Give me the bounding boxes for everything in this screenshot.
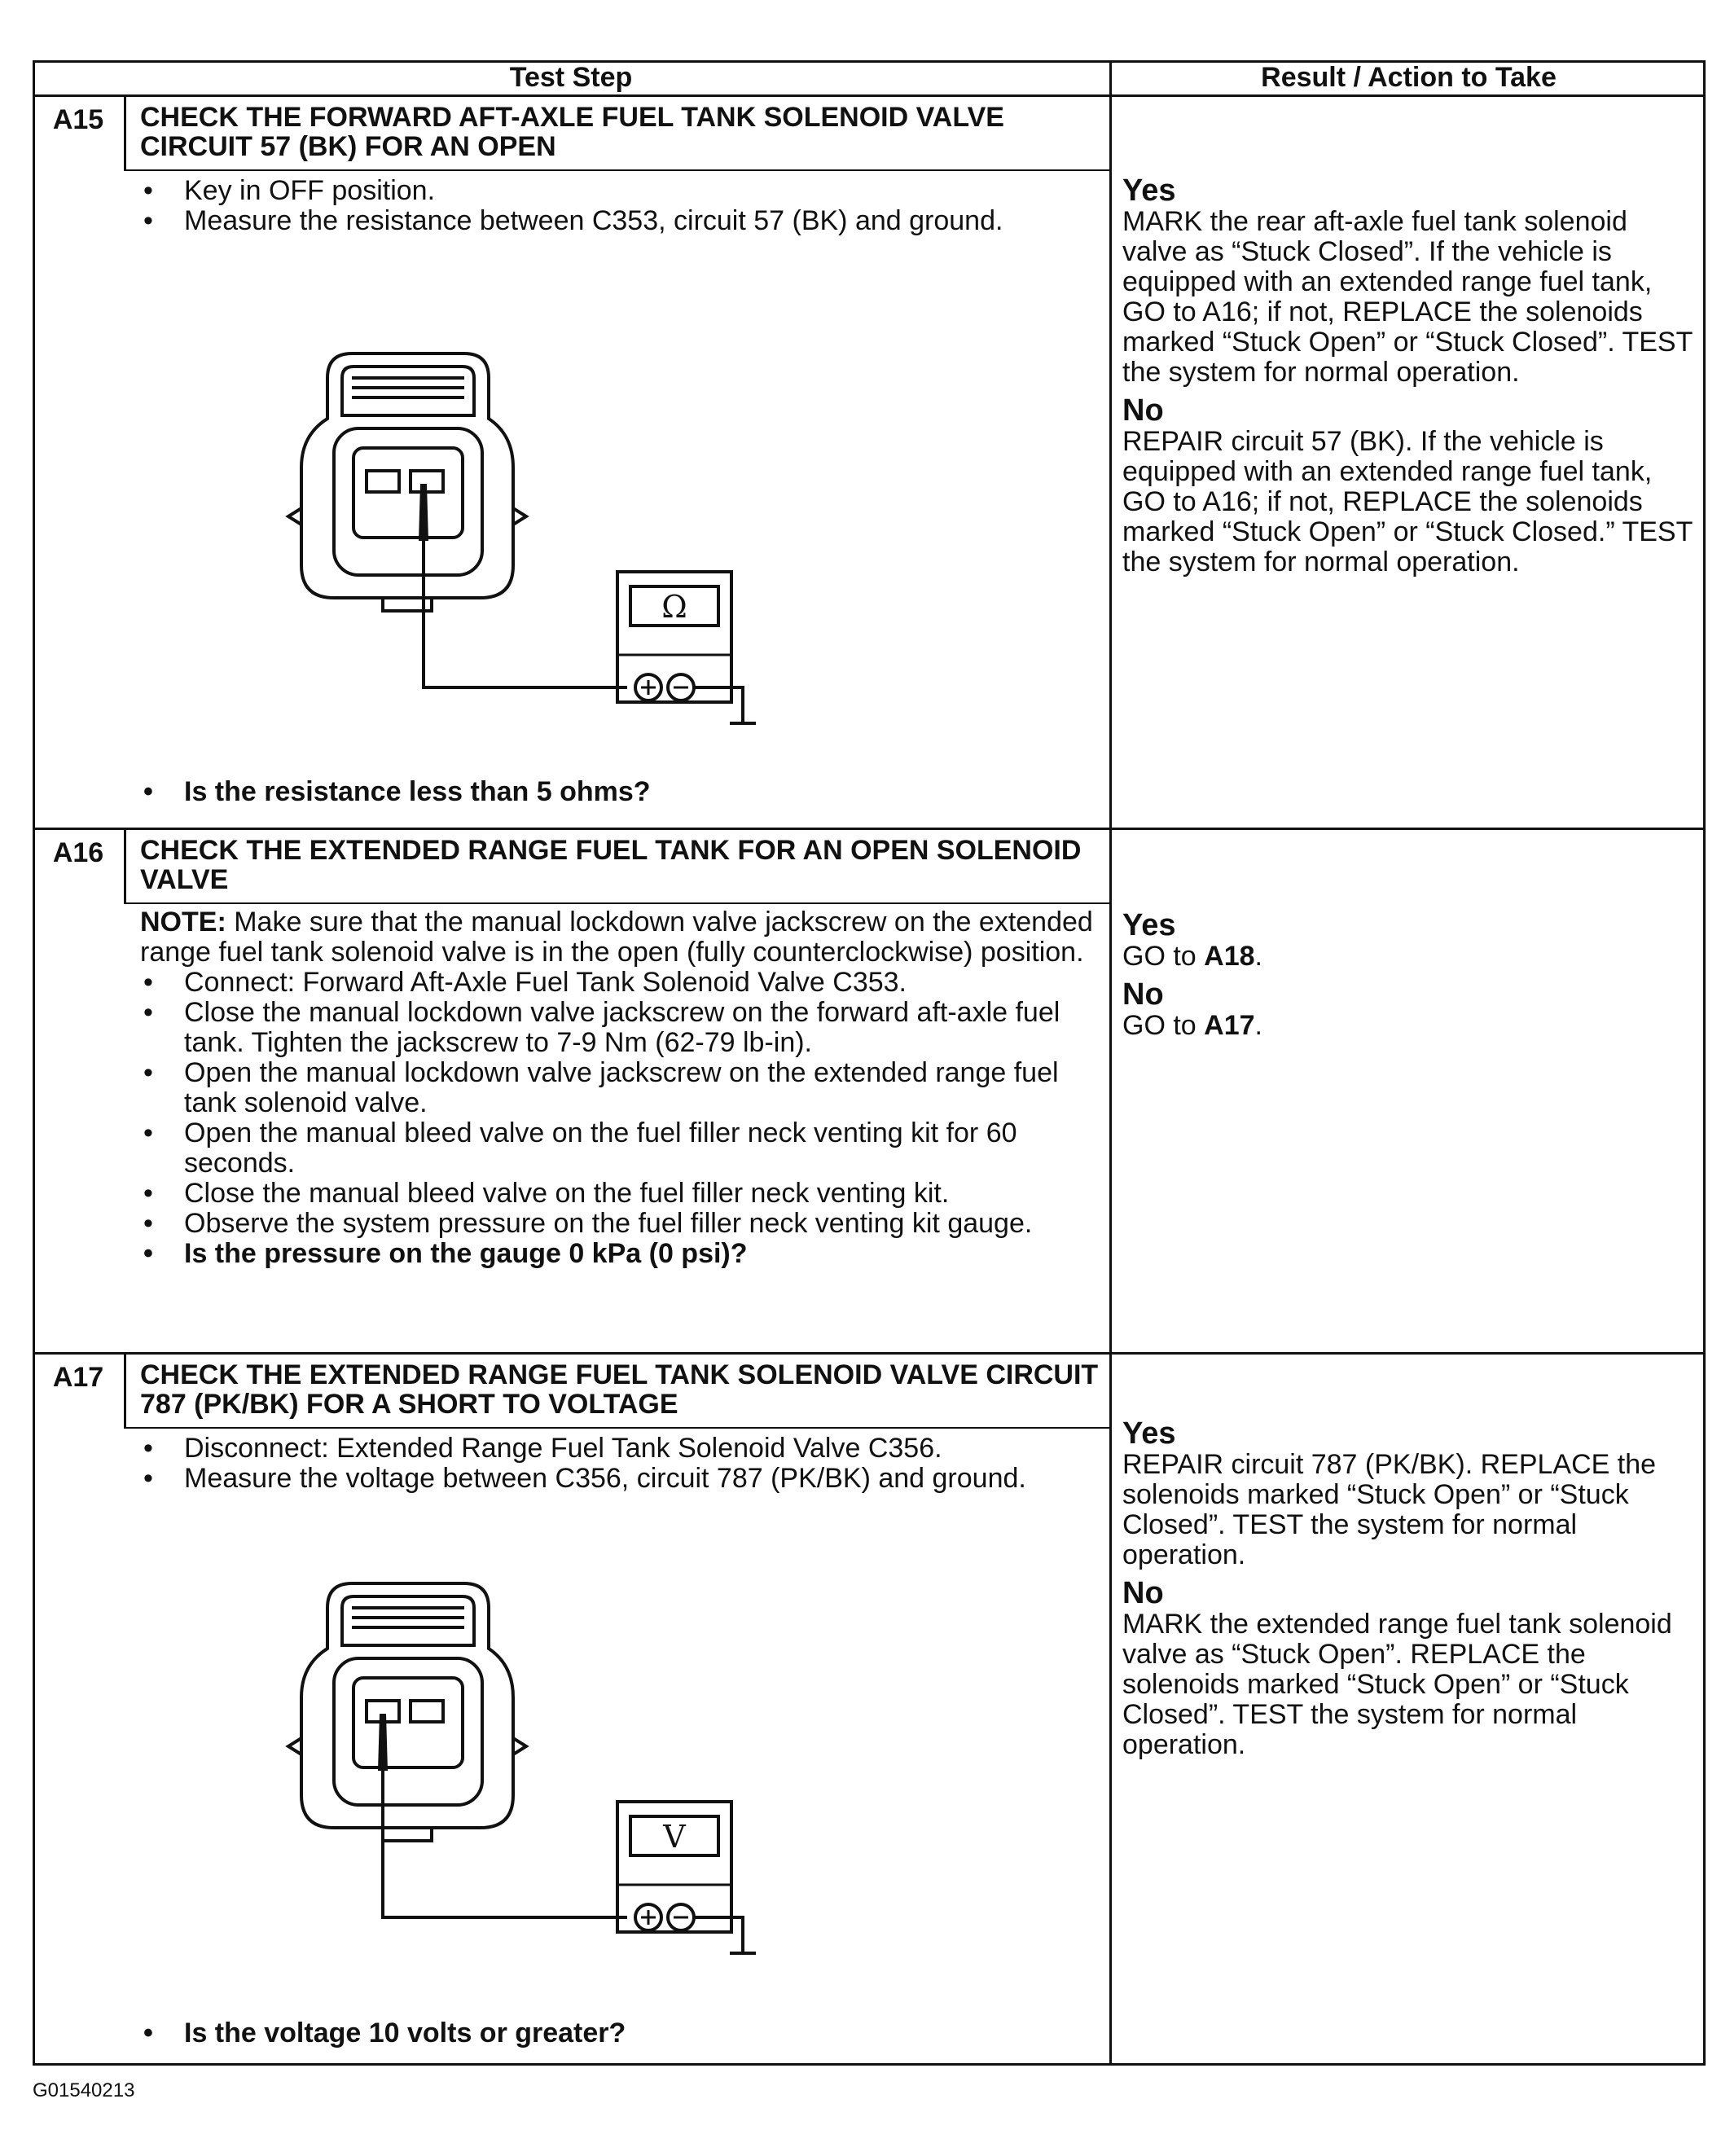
bullet-item: • Open the manual bleed valve on the fuel filler neck venting kit for 60 seconds. bbox=[140, 1118, 1109, 1179]
bullet-item: • Key in OFF position. bbox=[140, 176, 1109, 206]
question-text: • Is the resistance less than 5 ohms? bbox=[140, 777, 1109, 807]
no-label: No bbox=[1122, 977, 1164, 1012]
step-title-a17: CHECK THE EXTENDED RANGE FUEL TANK SOLENOID VALVE CIRCUIT 787 (PK/BK) FOR A SHORT TO VOLTAGE bbox=[140, 1359, 1099, 1420]
step-id-divider bbox=[124, 828, 126, 902]
yes-action: MARK the rear aft-axle fuel tank solenoid valve as “Stuck Closed”. If the vehicle is equipped with an extended range fuel tank, GO to A16; if not, REPLACE the solenoids marked “Stuck Open” or “Stuck Closed”. TEST the system for normal operation. bbox=[1122, 206, 1693, 388]
step-body-a15 bbox=[140, 176, 1109, 236]
bullet-item: • Connect: Forward Aft-Axle Fuel Tank Solenoid Valve C353. bbox=[140, 968, 1109, 998]
multimeter bbox=[617, 572, 731, 702]
step-title-a16: CHECK THE EXTENDED RANGE FUEL TANK FOR AN OPEN SOLENOID VALVE bbox=[140, 835, 1082, 895]
yes-label: Yes bbox=[1122, 1416, 1176, 1451]
yes-goto: GO to bbox=[1122, 941, 1205, 972]
yes-target: A18 bbox=[1204, 941, 1255, 972]
connector-c356 bbox=[288, 1583, 526, 1841]
step-id-divider bbox=[124, 1352, 126, 1427]
step-id-a16: A16 bbox=[52, 837, 104, 868]
result-a16: Yes GO to A18. No GO to A17. bbox=[1122, 909, 1693, 1047]
step-id-a15: A15 bbox=[52, 104, 104, 135]
column-divider bbox=[1109, 60, 1112, 2066]
multimeter bbox=[617, 1802, 731, 1932]
bullet-item: • Measure the resistance between C353, circuit 57 (BK) and ground. bbox=[140, 206, 1109, 236]
no-action: MARK the extended range fuel tank solenoid valve as “Stuck Open”. REPLACE the solenoids marked “Stuck Open” or “Stuck Closed”. TEST the system for normal operation. bbox=[1122, 1609, 1672, 1760]
note-paragraph bbox=[140, 907, 1109, 968]
yes-label: Yes bbox=[1122, 173, 1176, 208]
result-a15 bbox=[1122, 174, 1693, 584]
bullet-item: • Disconnect: Extended Range Fuel Tank Solenoid Valve C356. bbox=[140, 1434, 1109, 1464]
step-rule bbox=[33, 1352, 1706, 1355]
probe-lead bbox=[383, 1771, 627, 1917]
probe-lead bbox=[424, 541, 627, 687]
ground-icon bbox=[730, 1953, 756, 1958]
question-text: • Is the pressure on the gauge 0 kPa (0 psi)? bbox=[140, 1239, 1109, 1269]
connector-c353 bbox=[288, 353, 526, 611]
step-question-a15 bbox=[140, 777, 1109, 807]
probe-tip bbox=[378, 1714, 388, 1771]
ground-lead bbox=[694, 687, 743, 723]
step-rule bbox=[33, 828, 1706, 830]
meter-symbol-ohm: Ω bbox=[661, 589, 687, 625]
step-question-a17 bbox=[140, 2018, 1109, 2048]
meter-symbol-volt: V bbox=[663, 1819, 686, 1855]
step-body-a17 bbox=[140, 1434, 1109, 1494]
voltmeter-connector-diagram bbox=[277, 1567, 863, 1958]
bullet-item: • Measure the voltage between C356, circuit 787 (PK/BK) and ground. bbox=[140, 1464, 1109, 1494]
no-label: No bbox=[1122, 393, 1164, 428]
step-id-divider bbox=[124, 94, 126, 169]
header-test-step: Test Step bbox=[509, 61, 633, 93]
ground-icon bbox=[730, 723, 756, 728]
no-goto: GO to bbox=[1122, 1010, 1205, 1041]
ground-lead bbox=[694, 1917, 743, 1953]
result-a17 bbox=[1122, 1417, 1693, 1767]
figure-code: G01540213 bbox=[33, 2079, 135, 2101]
bullet-item: • Open the manual lockdown valve jackscrew on the extended range fuel tank solenoid valve. bbox=[140, 1058, 1109, 1118]
note-label: NOTE: bbox=[140, 907, 226, 937]
bullet-item: • Close the manual lockdown valve jackscrew on the forward aft-axle fuel tank. Tighten the jackscrew to 7-9 Nm (62-79 lb-in). bbox=[140, 998, 1109, 1058]
step-title-a15: CHECK THE FORWARD AFT-AXLE FUEL TANK SOLENOID VALVE CIRCUIT 57 (BK) FOR AN OPEN bbox=[140, 102, 1004, 162]
diagnostic-table bbox=[33, 60, 1706, 2066]
title-rule bbox=[124, 1427, 1111, 1429]
step-id-a17: A17 bbox=[52, 1362, 104, 1393]
no-target: A17 bbox=[1204, 1010, 1255, 1041]
no-label: No bbox=[1122, 1576, 1164, 1610]
question-text: • Is the voltage 10 volts or greater? bbox=[140, 2018, 1109, 2048]
bullet-item: • Close the manual bleed valve on the fuel filler neck venting kit. bbox=[140, 1179, 1109, 1209]
note-text: Make sure that the manual lockdown valve jackscrew on the extended range fuel tank solenoid valve is in the open (fully counterclockwise) position. bbox=[140, 907, 1093, 968]
yes-label: Yes bbox=[1122, 908, 1176, 942]
step-body-a16 bbox=[140, 907, 1109, 1269]
probe-tip bbox=[419, 484, 428, 541]
ohmmeter-connector-diagram bbox=[277, 337, 863, 728]
bullet-item: • Observe the system pressure on the fuel filler neck venting kit gauge. bbox=[140, 1209, 1109, 1239]
title-rule bbox=[124, 169, 1111, 171]
header-result-action: Result / Action to Take bbox=[1261, 61, 1557, 93]
yes-action: REPAIR circuit 787 (PK/BK). REPLACE the solenoids marked “Stuck Open” or “Stuck Closed”. TEST the system for normal operation. bbox=[1122, 1449, 1657, 1570]
header-rule bbox=[33, 94, 1706, 97]
title-rule bbox=[124, 902, 1111, 904]
no-action: REPAIR circuit 57 (BK). If the vehicle is equipped with an extended range fuel tank, GO to A16; if not, REPLACE the solenoids marked “Stuck Open” or “Stuck Closed.” TEST the system for normal operation. bbox=[1122, 426, 1693, 577]
